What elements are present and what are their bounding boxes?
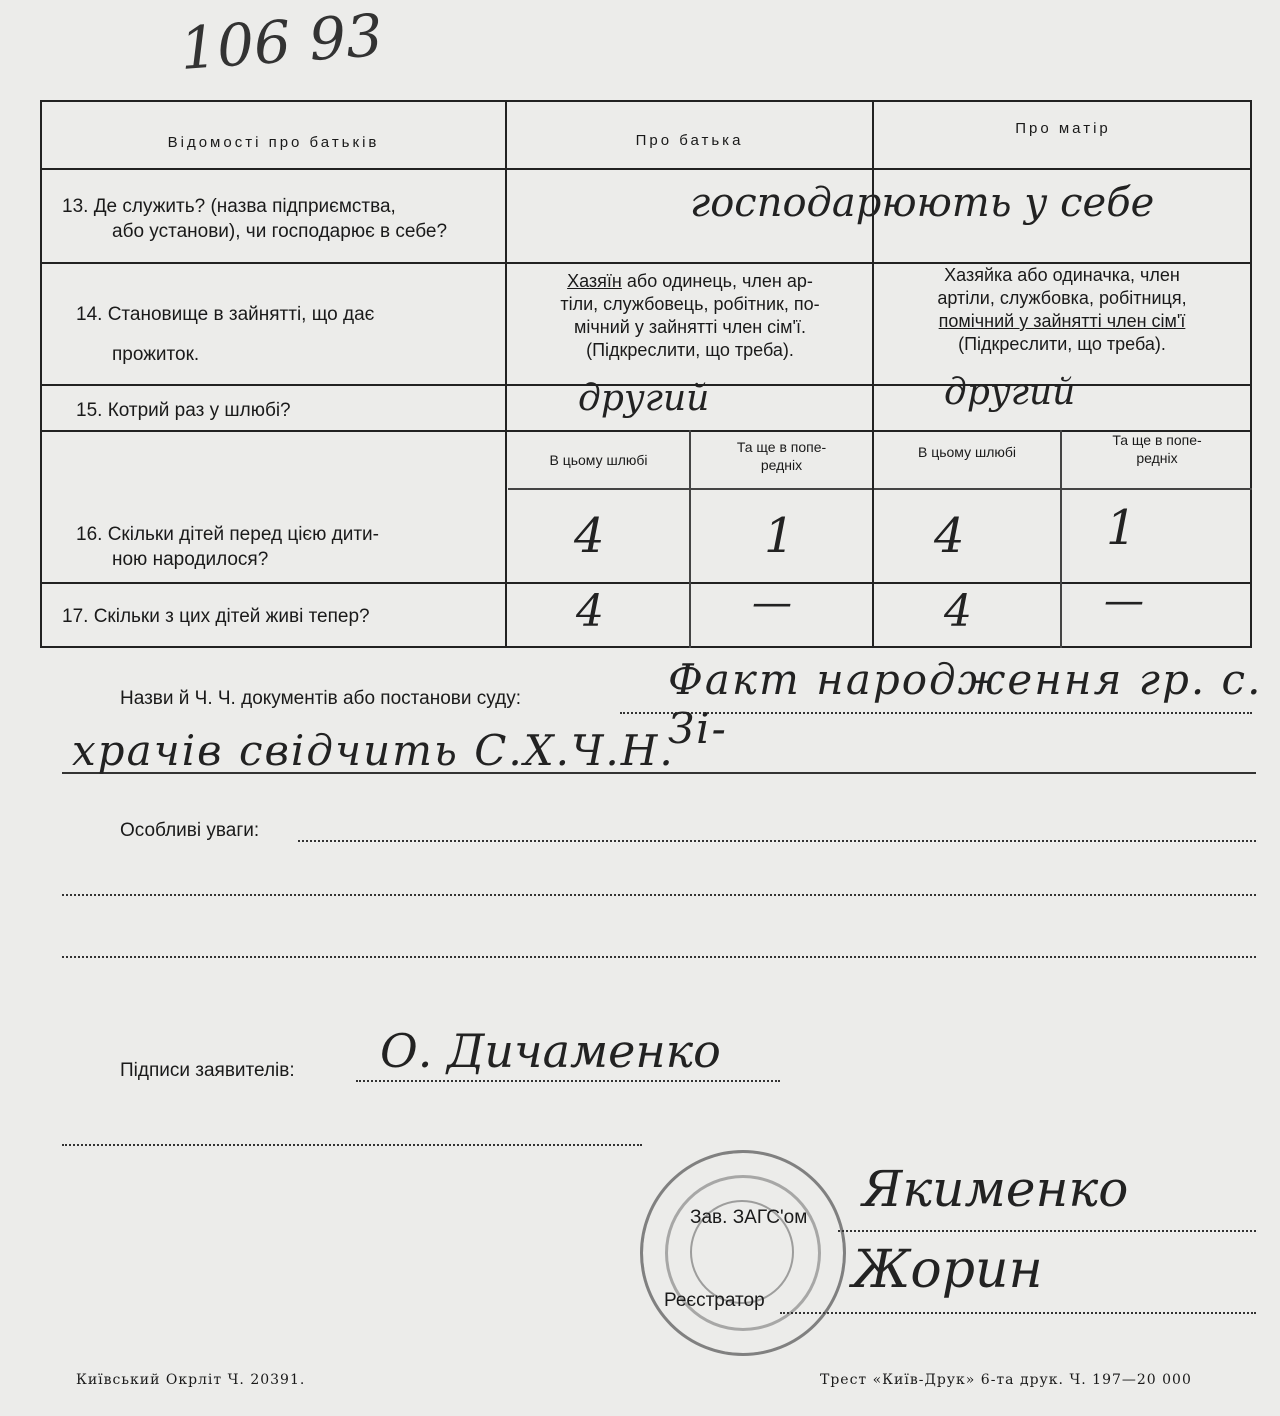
row15-mother: другий: [944, 372, 1076, 413]
row17-mother-this: 4: [944, 586, 972, 637]
subheader-mother-previous: Та ще в попе- редніх: [1112, 432, 1202, 466]
underlined-option-helper: помічний у зайнятті член сім'ї: [938, 311, 1186, 331]
row17-label: 17. Скільки з цих дітей живі тепер?: [62, 606, 370, 627]
row16-mother-this: 4: [934, 508, 965, 564]
footer-left: Київський Окрліт Ч. 20391.: [76, 1372, 306, 1388]
documents-label: Назви й Ч. Ч. документів або постанови суду:: [120, 688, 521, 709]
zags-head-label: Зав. ЗАГС'ом: [690, 1207, 808, 1228]
header-about-father: Про батька: [635, 132, 744, 149]
documents-handwritten-line1: Факт народження гр. с. Зі-: [668, 655, 1263, 753]
zags-head-signature: Якименко: [862, 1160, 1129, 1218]
row16-label: 16. Скільки дітей перед цією дити- ною народилося?: [76, 524, 379, 570]
signatures-label: Підписи заявителів:: [120, 1060, 295, 1081]
header-parents-info: Відомості про батьків: [167, 134, 380, 151]
row16-father-previous: 1: [764, 508, 795, 564]
header-about-mother: Про матір: [1015, 120, 1111, 137]
row16-mother-previous: 1: [1106, 500, 1137, 556]
subheader-father-this-marriage: В цьому шлюбі: [549, 452, 648, 468]
corner-note: 106 93: [177, 1, 386, 83]
applicant-signature: О. Дичаменко: [380, 1024, 721, 1078]
row15-label: 15. Котрий раз у шлюбі?: [76, 400, 291, 421]
row14-mother-options: Хазяйка або одиначка, член артіли, службовка, робітниця, помічний у зайнятті член сім'ї (Підкреслити, що треба).: [878, 264, 1246, 356]
row15-father: другий: [578, 378, 710, 419]
row14-label: 14. Становище в зайнятті, що дає прожиток.: [76, 304, 375, 365]
row17-father-previous: —: [752, 580, 792, 626]
documents-handwritten-line2: храчів свідчить С.Х.Ч.Н.: [72, 726, 675, 775]
row16-father-this: 4: [574, 508, 605, 564]
subheader-father-previous: Та ще в попе- редніх: [736, 439, 827, 473]
row13-answer: господарюють у себе: [690, 180, 1155, 226]
subheader-mother-this-marriage: В цьому шлюбі: [917, 444, 1017, 460]
footer-right: Трест «Київ-Друк» 6-та друк. Ч. 197—20 000: [820, 1372, 1192, 1388]
underlined-option-owner: Хазяїн: [567, 271, 622, 291]
row14-father-options: Хазяїн або одинець, член ар- тіли, службовець, робітник, по- мічний у зайнятті член сім'ї. (Підкреслити, що треба).: [560, 271, 820, 360]
registrar-signature: Жорин: [852, 1240, 1043, 1300]
registrar-label: Реєстратор: [664, 1290, 765, 1311]
row17-mother-previous: —: [1104, 578, 1144, 624]
row17-father-this: 4: [576, 586, 604, 637]
row13-label: 13. Де служить? (назва підприємства, або установи), чи господарює в себе?: [62, 196, 448, 242]
remarks-label: Особливі уваги:: [120, 820, 260, 841]
